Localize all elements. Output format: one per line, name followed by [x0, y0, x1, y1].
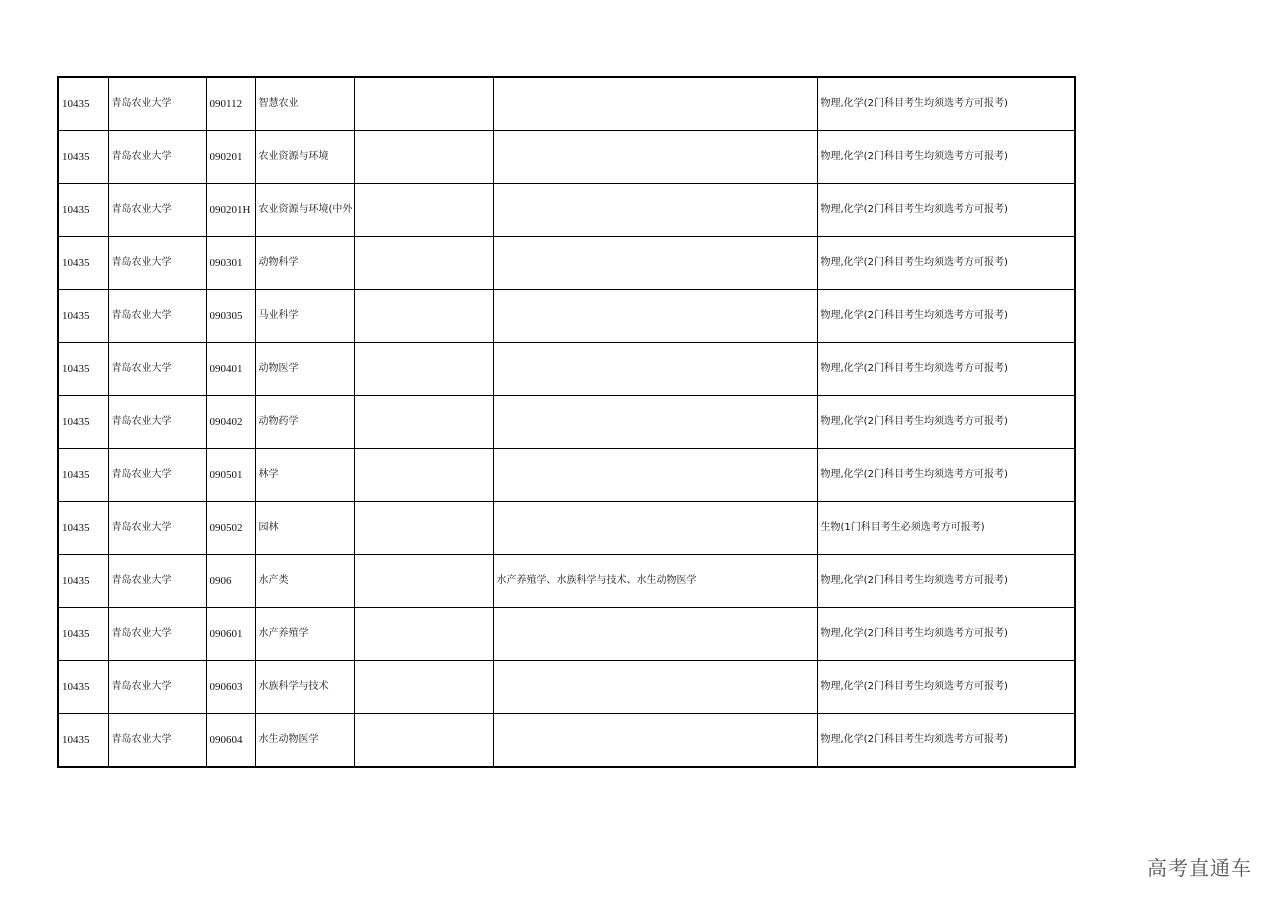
cell-subject-requirement: 物理,化学(2门科目考生均须选考方可报考)	[817, 714, 1075, 768]
cell-included-majors	[493, 290, 817, 343]
cell-school-name: 青岛农业大学	[108, 184, 206, 237]
table-row	[58, 449, 1075, 502]
table-row	[58, 608, 1075, 661]
cell-included-majors	[493, 449, 817, 502]
cell-school-code: 10435	[58, 608, 108, 661]
cell-subject-requirement: 物理,化学(2门科目考生均须选考方可报考)	[817, 661, 1075, 714]
cell-school-name: 青岛农业大学	[108, 502, 206, 555]
cell-school-name: 青岛农业大学	[108, 131, 206, 184]
cell-subject-requirement: 物理,化学(2门科目考生均须选考方可报考)	[817, 608, 1075, 661]
cell-level	[354, 184, 493, 237]
cell-level	[354, 555, 493, 608]
watermark-text: 高考直通车	[1147, 856, 1252, 880]
cell-subject-requirement: 物理,化学(2门科目考生均须选考方可报考)	[817, 555, 1075, 608]
cell-school-code: 10435	[58, 449, 108, 502]
cell-major-name: 水族科学与技术	[255, 661, 354, 714]
cell-included-majors	[493, 714, 817, 768]
cell-level	[354, 396, 493, 449]
table-row	[58, 661, 1075, 714]
cell-level	[354, 77, 493, 131]
cell-subject-requirement: 物理,化学(2门科目考生均须选考方可报考)	[817, 184, 1075, 237]
cell-major-code: 090402	[206, 396, 255, 449]
cell-included-majors: 水产养殖学、水族科学与技术、水生动物医学	[493, 555, 817, 608]
cell-subject-requirement: 物理,化学(2门科目考生均须选考方可报考)	[817, 343, 1075, 396]
cell-level	[354, 290, 493, 343]
cell-school-code: 10435	[58, 77, 108, 131]
cell-included-majors	[493, 184, 817, 237]
cell-subject-requirement: 生物(1门科目考生必须选考方可报考)	[817, 502, 1075, 555]
table-row	[58, 237, 1075, 290]
table-container	[57, 76, 1076, 768]
cell-major-code: 090604	[206, 714, 255, 768]
table-row	[58, 184, 1075, 237]
cell-major-name: 水产类	[255, 555, 354, 608]
cell-major-name: 动物医学	[255, 343, 354, 396]
table-row	[58, 555, 1075, 608]
cell-major-name: 动物药学	[255, 396, 354, 449]
cell-level	[354, 343, 493, 396]
cell-included-majors	[493, 396, 817, 449]
cell-school-name: 青岛农业大学	[108, 661, 206, 714]
table-row	[58, 502, 1075, 555]
cell-school-name: 青岛农业大学	[108, 555, 206, 608]
cell-subject-requirement: 物理,化学(2门科目考生均须选考方可报考)	[817, 131, 1075, 184]
cell-major-code: 090501	[206, 449, 255, 502]
cell-subject-requirement: 物理,化学(2门科目考生均须选考方可报考)	[817, 77, 1075, 131]
cell-school-code: 10435	[58, 131, 108, 184]
cell-level	[354, 714, 493, 768]
cell-school-code: 10435	[58, 661, 108, 714]
cell-level	[354, 502, 493, 555]
cell-school-code: 10435	[58, 237, 108, 290]
subject-requirements-table	[57, 76, 1076, 768]
cell-major-code: 090201	[206, 131, 255, 184]
cell-major-name: 动物科学	[255, 237, 354, 290]
cell-major-code: 090401	[206, 343, 255, 396]
cell-school-name: 青岛农业大学	[108, 396, 206, 449]
cell-major-code: 090502	[206, 502, 255, 555]
cell-subject-requirement: 物理,化学(2门科目考生均须选考方可报考)	[817, 449, 1075, 502]
table-row	[58, 77, 1075, 131]
cell-major-name: 园林	[255, 502, 354, 555]
cell-school-code: 10435	[58, 555, 108, 608]
cell-major-name: 水生动物医学	[255, 714, 354, 768]
cell-level	[354, 449, 493, 502]
cell-school-code: 10435	[58, 714, 108, 768]
cell-level	[354, 661, 493, 714]
cell-school-name: 青岛农业大学	[108, 608, 206, 661]
cell-included-majors	[493, 77, 817, 131]
cell-school-code: 10435	[58, 184, 108, 237]
cell-subject-requirement: 物理,化学(2门科目考生均须选考方可报考)	[817, 237, 1075, 290]
table-row	[58, 714, 1075, 768]
cell-school-code: 10435	[58, 396, 108, 449]
cell-major-name: 马业科学	[255, 290, 354, 343]
cell-major-code: 0906	[206, 555, 255, 608]
cell-major-code: 090112	[206, 77, 255, 131]
cell-major-name: 农业资源与环境	[255, 131, 354, 184]
table-body	[58, 77, 1075, 767]
cell-school-name: 青岛农业大学	[108, 343, 206, 396]
cell-school-name: 青岛农业大学	[108, 714, 206, 768]
cell-major-name: 农业资源与环境(中外	[255, 184, 354, 237]
table-row	[58, 131, 1075, 184]
cell-major-code: 090201H	[206, 184, 255, 237]
cell-major-code: 090305	[206, 290, 255, 343]
cell-school-name: 青岛农业大学	[108, 449, 206, 502]
cell-school-name: 青岛农业大学	[108, 237, 206, 290]
cell-subject-requirement: 物理,化学(2门科目考生均须选考方可报考)	[817, 290, 1075, 343]
table-row	[58, 343, 1075, 396]
cell-major-name: 水产养殖学	[255, 608, 354, 661]
cell-school-code: 10435	[58, 502, 108, 555]
cell-school-name: 青岛农业大学	[108, 77, 206, 131]
cell-school-code: 10435	[58, 343, 108, 396]
cell-major-code: 090301	[206, 237, 255, 290]
cell-major-code: 090601	[206, 608, 255, 661]
cell-level	[354, 608, 493, 661]
cell-major-name: 智慧农业	[255, 77, 354, 131]
cell-level	[354, 237, 493, 290]
table-row	[58, 396, 1075, 449]
cell-level	[354, 131, 493, 184]
table-row	[58, 290, 1075, 343]
cell-school-name: 青岛农业大学	[108, 290, 206, 343]
cell-included-majors	[493, 502, 817, 555]
cell-major-code: 090603	[206, 661, 255, 714]
cell-included-majors	[493, 608, 817, 661]
cell-included-majors	[493, 131, 817, 184]
cell-subject-requirement: 物理,化学(2门科目考生均须选考方可报考)	[817, 396, 1075, 449]
cell-major-name: 林学	[255, 449, 354, 502]
cell-school-code: 10435	[58, 290, 108, 343]
cell-included-majors	[493, 343, 817, 396]
cell-included-majors	[493, 237, 817, 290]
cell-included-majors	[493, 661, 817, 714]
